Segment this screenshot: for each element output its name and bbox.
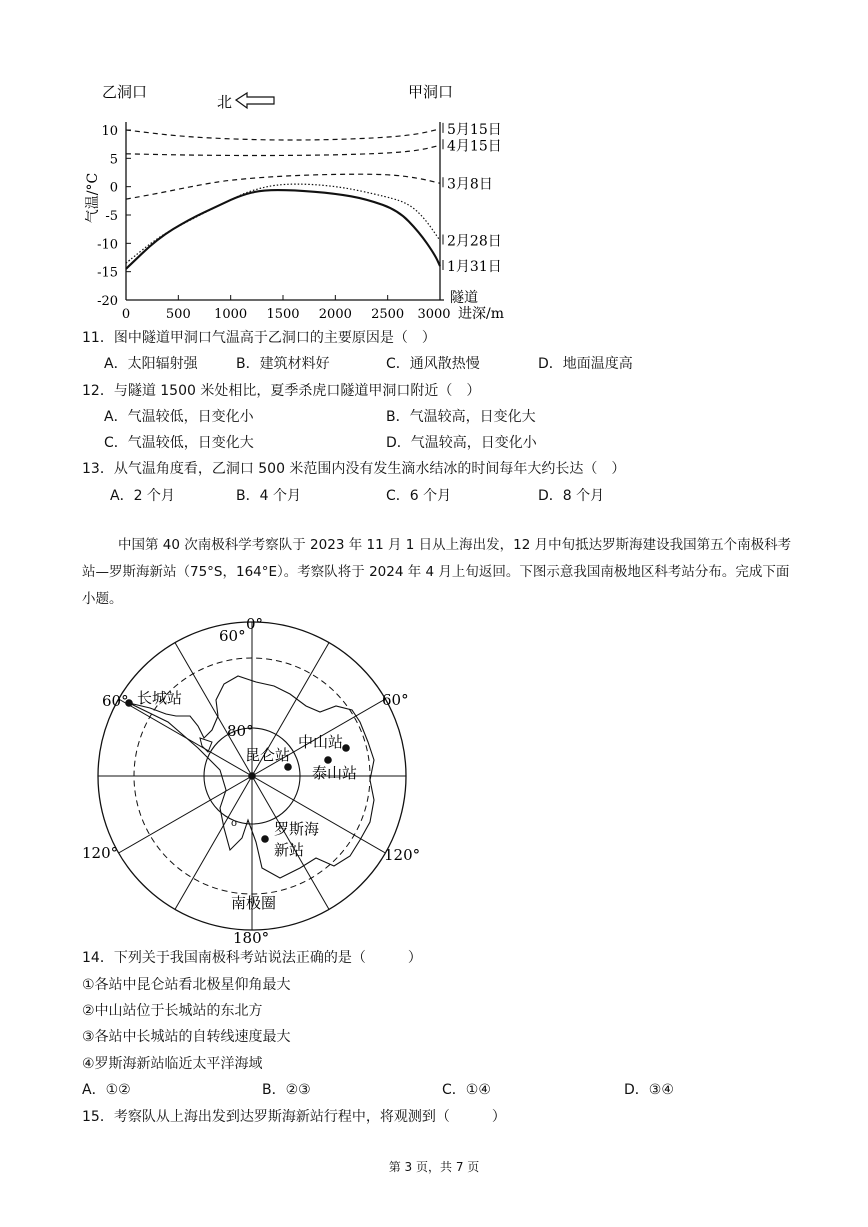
q13-option-d: D．8 个月 <box>538 488 605 504</box>
left-portal-label: 乙洞口 <box>102 83 148 101</box>
station-dot-taishan <box>324 756 332 764</box>
label-180-deg: 180° <box>233 929 270 947</box>
question-13: 13．从气温角度看，乙洞口 500 米范围内没有发生滴水结冰的时间每年大约长达（ ） <box>82 461 626 477</box>
x-tick-label: 1000 <box>214 307 248 322</box>
series-label: 4月15日 <box>447 138 502 155</box>
series-label: 2月28日 <box>447 233 502 250</box>
q13-option-a: A．2 个月 <box>110 488 175 504</box>
q14-option-c: C．①④ <box>442 1082 491 1098</box>
north-arrow-icon <box>236 93 274 108</box>
label-120-right: 120° <box>384 846 421 864</box>
q14-option-b: B．②③ <box>262 1082 311 1098</box>
x-tick-label: 3000 <box>417 307 451 322</box>
series-label: 3月8日 <box>447 176 493 193</box>
label-changcheng: 长城站 <box>137 689 183 707</box>
q12-option-c: C．气温较低，日变化大 <box>104 435 254 451</box>
q12-option-a: A．气温较低，日变化小 <box>104 409 254 425</box>
x-tick-label: 2000 <box>318 307 352 322</box>
label-80-deg: 80° <box>227 722 254 740</box>
q13-option-b: B．4 个月 <box>236 488 301 504</box>
station-dot-zhongshan <box>342 744 350 752</box>
series-label: 5月15日 <box>447 121 502 138</box>
q11-option-b: B．建筑材料好 <box>236 356 330 372</box>
x-tick-label: 0 <box>121 307 131 322</box>
q14-option-d: D．③④ <box>624 1082 674 1098</box>
series-label: 1月31日 <box>447 259 502 275</box>
q11-option-a: A．太阳辐射强 <box>104 356 198 372</box>
q14-item-4: ④罗斯海新站临近太平洋海域 <box>82 1056 263 1072</box>
label-60-top: 60° <box>219 627 246 645</box>
x-axis-label-line1: 隧道 <box>450 290 478 306</box>
question-12: 12．与隧道 1500 米处相比，夏季杀虎口隧道甲洞口附近（ ） <box>82 383 481 399</box>
y-tick-label: -10 <box>97 237 118 253</box>
antarctic-map <box>0 610 460 955</box>
temperature-chart <box>0 0 868 330</box>
label-taishan: 泰山站 <box>312 764 358 782</box>
q14-item-2: ②中山站位于长城站的东北方 <box>82 1003 263 1019</box>
question-11: 11．图中隧道甲洞口气温高于乙洞口的主要原因是（ ） <box>82 330 436 346</box>
q11-option-c: C．通风散热慢 <box>386 356 480 372</box>
x-tick-label: 2500 <box>371 307 405 322</box>
series-line <box>126 190 440 269</box>
svg-text:o: o <box>231 818 238 829</box>
label-rosssea-1: 罗斯海 <box>274 820 320 838</box>
chart-series <box>126 122 502 275</box>
station-dot-rosssea <box>261 835 269 843</box>
y-tick-label: -15 <box>97 265 118 281</box>
series-line <box>126 184 440 263</box>
label-rosssea-2: 新站 <box>274 841 305 859</box>
station-dot-south-pole <box>248 772 256 780</box>
north-label: 北 <box>217 93 233 111</box>
y-tick-label: 10 <box>101 124 118 139</box>
q14-item-1: ①各站中昆仑站看北极星仰角最大 <box>82 977 291 993</box>
label-0-deg: 0° <box>246 615 264 633</box>
label-60-left: 60° <box>102 692 129 710</box>
antarctic-circle-label: 南极圈 <box>231 894 277 912</box>
label-zhongshan: 中山站 <box>298 733 344 751</box>
y-tick-label: -20 <box>97 294 118 309</box>
station-dot-kunlun <box>284 763 292 771</box>
right-portal-label: 甲洞口 <box>408 83 454 101</box>
x-tick-label: 1500 <box>266 307 300 322</box>
q14-option-a: A．①② <box>82 1082 131 1098</box>
question-15: 15．考察队从上海出发到达罗斯海新站行程中，将观测到（ ） <box>82 1109 506 1125</box>
question-14: 14．下列关于我国南极科考站说法正确的是（ ） <box>82 950 422 966</box>
passage-text: 中国第 40 次南极科学考察队于 2023 年 11 月 1 日从上海出发，12 月中旬抵达罗斯海建设我国第五个南极科考站—罗斯海新站（75°S，164°E）。考察队将于 2024 年 4 月上旬返回。下图示意我国南极地区科考站分布。完成下面小题。 <box>82 537 792 607</box>
x-axis-label-line2: 进深/m <box>458 306 504 322</box>
q13-option-c: C．6 个月 <box>386 488 452 504</box>
q14-item-3: ③各站中长城站的自转线速度最大 <box>82 1029 291 1045</box>
series-line <box>126 129 440 140</box>
label-120-left: 120° <box>82 844 119 862</box>
series-line <box>126 174 440 199</box>
q11-option-d: D．地面温度高 <box>538 356 633 372</box>
page-footer: 第 3 页，共 7 页 <box>388 1160 480 1174</box>
y-axis-label: 气温/°C <box>85 172 101 224</box>
x-tick-label: 500 <box>165 307 191 322</box>
q12-option-d: D．气温较高，日变化小 <box>386 435 537 451</box>
label-60-right: 60° <box>382 691 409 709</box>
y-tick-label: 0 <box>109 180 118 196</box>
y-tick-label: -5 <box>105 209 118 224</box>
q12-option-b: B．气温较高，日变化大 <box>386 409 536 425</box>
label-kunlun: 昆仑站 <box>245 746 291 764</box>
series-line <box>126 145 440 155</box>
y-tick-label: 5 <box>109 152 118 168</box>
